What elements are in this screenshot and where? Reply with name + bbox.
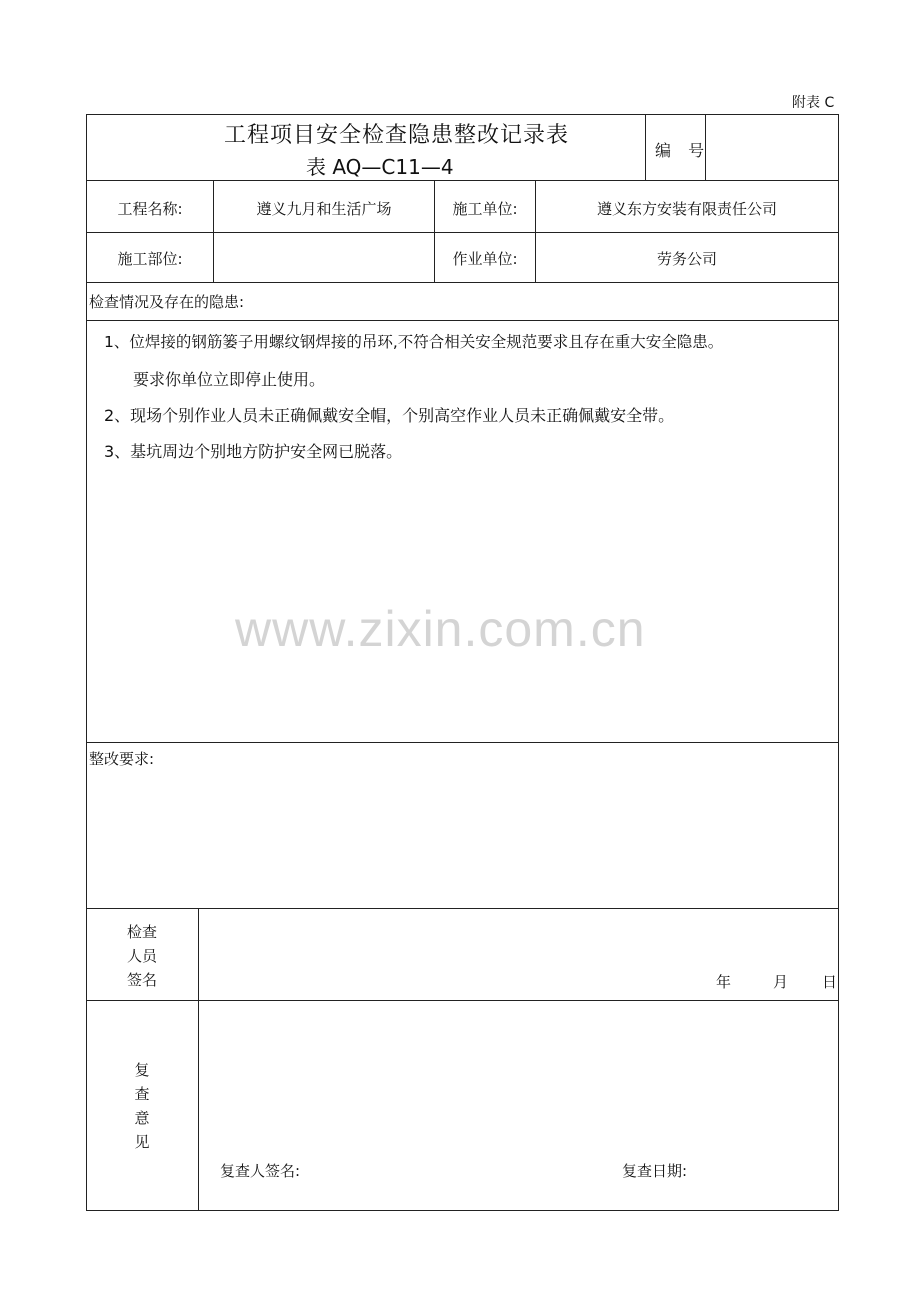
reviewer-sign-label: 复查人签名: [220, 1162, 301, 1180]
number-label: 编 号 [655, 141, 711, 160]
inspection-item-3: 3、基坑周边个别地方防护安全网已脱落。 [104, 442, 403, 461]
project-name-value: 遵义九月和生活广场 [256, 200, 392, 218]
inspection-item-1: 1、位焊接的钢筋篓子用螺纹钢焊接的吊环,不符合相关安全规范要求且存在重大安全隐患。 [104, 333, 724, 351]
inspector-year: 年 [716, 973, 732, 991]
construction-unit-value: 遵义东方安装有限责任公司 [596, 200, 777, 218]
construction-part-label: 施工部位: [117, 250, 183, 268]
appendix-label: 附表 C [792, 95, 835, 111]
inspection-item-1-cont: 要求你单位立即停止使用。 [133, 370, 326, 389]
review-opinion-label: 复 查 意 见 [134, 1061, 150, 1151]
inspection-item-2: 2、现场个别作业人员未正确佩戴安全帽，个别高空作业人员未正确佩戴安全带。 [104, 406, 675, 425]
inspector-month: 月 [773, 973, 789, 991]
form-code: 表 AQ—C11—4 [306, 155, 454, 179]
inspector-day: 日 [822, 973, 838, 991]
inspection-heading: 检查情况及存在的隐患: [89, 293, 245, 311]
work-unit-value: 劳务公司 [656, 250, 717, 268]
review-date-label: 复查日期: [622, 1162, 688, 1180]
work-unit-label: 作业单位: [452, 250, 518, 268]
inspector-sign-label: 检查 人员 签名 [126, 923, 157, 989]
project-name-label: 工程名称: [117, 200, 183, 218]
form-title: 工程项目安全检查隐患整改记录表 [224, 123, 570, 148]
construction-unit-label: 施工单位: [452, 200, 518, 218]
watermark: www.zixin.com.cn [235, 601, 646, 657]
rectification-heading: 整改要求: [89, 750, 155, 768]
